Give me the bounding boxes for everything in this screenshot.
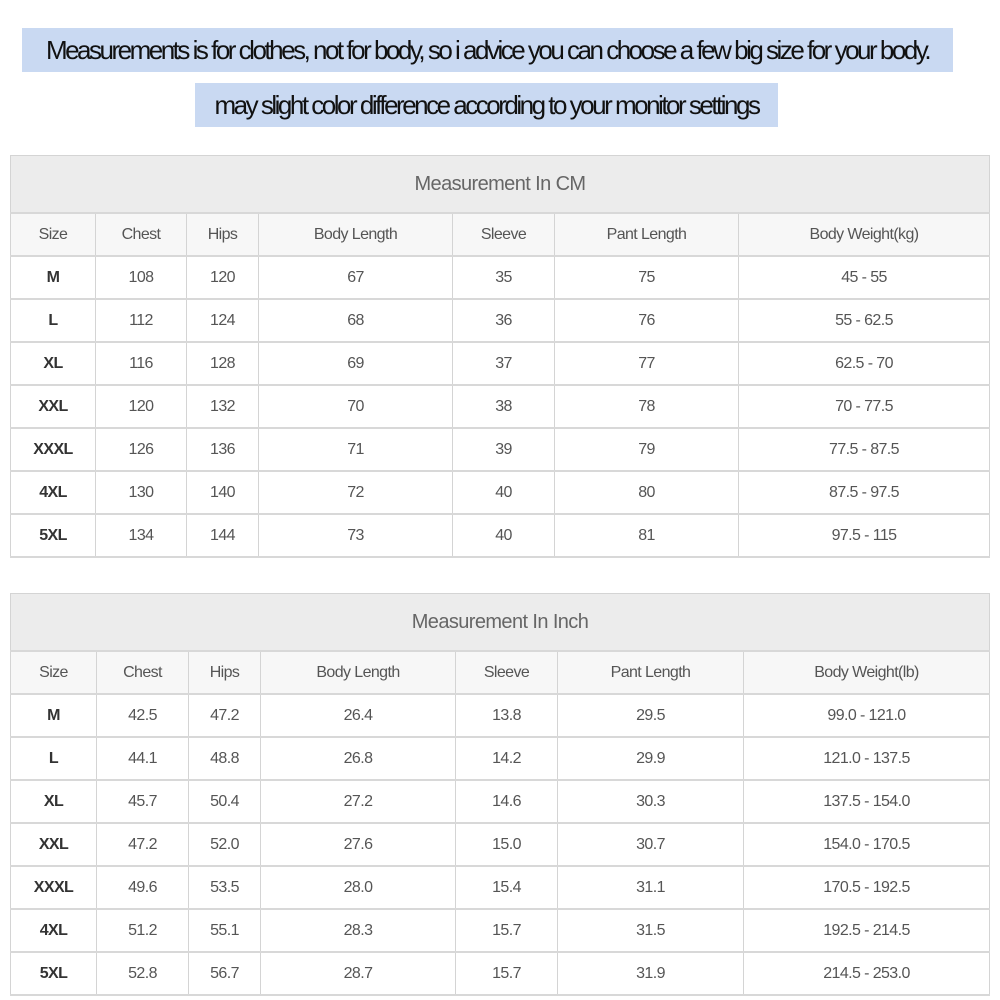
table-cell	[261, 952, 456, 995]
table-title	[11, 594, 990, 652]
table-cell	[11, 952, 97, 995]
table-cell	[555, 385, 739, 428]
table-cell	[259, 471, 453, 514]
table-cell	[189, 866, 261, 909]
table-cell-text: 15.7	[492, 964, 521, 982]
table-cell	[558, 823, 744, 866]
table-cell-text: 27.6	[343, 835, 373, 853]
table-cell-text: 49.6	[128, 878, 157, 896]
table-cell-text: 53.5	[210, 878, 239, 896]
table-cell-text: 14.6	[492, 792, 521, 810]
column-header	[96, 213, 187, 256]
table-cell-text: 27.2	[343, 792, 373, 810]
table-cell-text: 29.9	[636, 749, 665, 767]
column-header-text: Size	[39, 663, 68, 681]
table-cell-text: 15.0	[492, 835, 521, 853]
table-cell-text: 73	[347, 526, 364, 544]
table-cell	[97, 780, 189, 823]
table-cell	[96, 514, 187, 557]
table-cell-text: 170.5 - 192.5	[823, 878, 910, 896]
table-cell-text: 71	[347, 440, 364, 458]
table-cell	[744, 737, 990, 780]
table-row	[11, 385, 990, 428]
column-header	[558, 651, 744, 694]
table-cell	[187, 514, 259, 557]
table-row	[11, 256, 990, 299]
table-row	[11, 866, 990, 909]
table-cell-text: 99.0 - 121.0	[827, 706, 906, 724]
table-cell-text: 50.4	[210, 792, 239, 810]
table-cell	[11, 385, 96, 428]
table-cell-text: 52.8	[128, 964, 157, 982]
table-cell-text: XL	[43, 354, 63, 372]
table-cell-text: 4XL	[39, 921, 68, 939]
column-header-text: Sleeve	[480, 225, 527, 243]
table-title-row	[11, 156, 990, 214]
column-header	[453, 213, 555, 256]
table-cell-text: 26.4	[343, 706, 373, 724]
table-cell	[739, 342, 990, 385]
notice-line-1	[22, 28, 953, 72]
table-cell-text: 31.9	[636, 964, 665, 982]
table-row	[11, 909, 990, 952]
table-cell	[11, 514, 96, 557]
table-cell	[259, 342, 453, 385]
column-header-text: Pant Length	[606, 225, 687, 243]
column-header-text: Body Weight(kg)	[809, 225, 919, 243]
column-header-text: Body Weight(lb)	[814, 663, 919, 681]
table-cell-text: M	[47, 706, 60, 724]
table-cell-text: XXXL	[33, 878, 74, 896]
table-cell-text: 134	[128, 526, 154, 544]
column-header	[456, 651, 558, 694]
table-cell-text: 5XL	[39, 964, 68, 982]
table-cell	[739, 471, 990, 514]
table-cell	[456, 866, 558, 909]
table-cell	[558, 952, 744, 995]
table-cell-text: 13.8	[492, 706, 521, 724]
table-cell	[96, 385, 187, 428]
table-cell-text: 140	[210, 483, 235, 501]
table-cell-text: 47.2	[128, 835, 157, 853]
table-cell-text: 37	[495, 354, 512, 372]
table-cell-text: 14.2	[492, 749, 521, 767]
table-cell	[453, 471, 555, 514]
table-cell-text: 47.2	[210, 706, 239, 724]
table-cell	[744, 952, 990, 995]
table-cell-text: 136	[210, 440, 235, 458]
table-cell	[453, 342, 555, 385]
table-row	[11, 428, 990, 471]
column-header-text: Size	[38, 225, 68, 243]
table-cell-text: 15.4	[492, 878, 521, 896]
table-row	[11, 471, 990, 514]
table-cell-text: 36	[495, 311, 512, 329]
table-cell	[187, 299, 259, 342]
table-row	[11, 737, 990, 780]
table-cell-text: 31.1	[636, 878, 665, 896]
table-cell	[739, 299, 990, 342]
table-cell-text: 132	[210, 397, 235, 415]
table-row	[11, 694, 990, 737]
table-cell	[11, 342, 96, 385]
table-cell	[558, 737, 744, 780]
table-cell	[189, 823, 261, 866]
table-cell-text: 39	[495, 440, 512, 458]
table-cell-text: 28.0	[343, 878, 373, 896]
table-cell-text: XXL	[38, 397, 68, 415]
table-cell-text: 77	[638, 354, 655, 372]
table-cell-text: 5XL	[39, 526, 67, 544]
table-cell-text: 77.5 - 87.5	[829, 440, 899, 458]
table-cell	[739, 256, 990, 299]
table-cell-text: 15.7	[492, 921, 521, 939]
table-cell	[96, 342, 187, 385]
table-cell-text: 52.0	[210, 835, 239, 853]
table-cell	[11, 780, 97, 823]
table-cell-text: 70	[347, 397, 364, 415]
table-cell-text: 40	[495, 526, 512, 544]
table-cell	[555, 514, 739, 557]
table-cell	[456, 823, 558, 866]
table-cell-text: 31.5	[636, 921, 665, 939]
column-header	[744, 651, 990, 694]
table-cell-text: 144	[210, 526, 235, 544]
table-row	[11, 952, 990, 995]
table-cell-text: 56.7	[210, 964, 239, 982]
column-header-text: Chest	[121, 225, 161, 243]
table-cell-text: 128	[210, 354, 235, 372]
table-cell-text: 69	[347, 354, 364, 372]
table-cell	[456, 780, 558, 823]
table-cell	[261, 909, 456, 952]
column-header	[261, 651, 456, 694]
table-cell	[259, 385, 453, 428]
table-cell-text: 116	[129, 354, 153, 372]
table-cell-text: 68	[347, 311, 364, 329]
table-cell	[259, 514, 453, 557]
table-cell	[11, 471, 96, 514]
table-cell-text: 126	[128, 440, 154, 458]
table-cell	[189, 909, 261, 952]
table-cell-text: XXXL	[33, 440, 73, 458]
table-cell-text: 45.7	[128, 792, 157, 810]
table-cell	[97, 909, 189, 952]
table-cell-text: 42.5	[128, 706, 157, 724]
table-header-row	[11, 213, 990, 256]
table-cell	[11, 909, 97, 952]
table-cell	[97, 737, 189, 780]
table-cell	[187, 342, 259, 385]
table-title	[11, 156, 990, 214]
table-row	[11, 514, 990, 557]
table-cell-text: L	[48, 311, 58, 329]
column-header	[189, 651, 261, 694]
table-cell	[11, 737, 97, 780]
column-header-text: Chest	[123, 663, 162, 681]
table-cell	[97, 952, 189, 995]
table-cell-text: 78	[638, 397, 655, 415]
table-cell-text: 4XL	[39, 483, 67, 501]
table-cell-text: 70 - 77.5	[835, 397, 893, 415]
column-header	[11, 213, 96, 256]
table-row	[11, 299, 990, 342]
table-cell	[261, 866, 456, 909]
table-cell	[555, 256, 739, 299]
table-cell-text: XL	[43, 792, 64, 810]
table-cell-text: 30.7	[636, 835, 665, 853]
table-cell	[189, 694, 261, 737]
table-cell	[744, 909, 990, 952]
column-header-text: Hips	[209, 663, 240, 681]
table-cell	[739, 428, 990, 471]
table-cell	[261, 694, 456, 737]
table-cell-text: 76	[638, 311, 655, 329]
table-cell	[189, 952, 261, 995]
table-cell	[555, 428, 739, 471]
notice-text-1: Measurements is for clothes, not for body, so i advice you can choose a few big size for your body.	[45, 35, 930, 65]
column-header-text: Pant Length	[610, 663, 691, 681]
column-header-text: Hips	[207, 225, 238, 243]
table-cell-text: 120	[210, 268, 235, 286]
table-cell	[261, 780, 456, 823]
table-title-text: Measurement In CM	[414, 172, 586, 195]
table-cell	[261, 737, 456, 780]
table-cell	[555, 471, 739, 514]
table-cell-text: 121.0 - 137.5	[823, 749, 910, 767]
column-header	[739, 213, 990, 256]
table-cell	[453, 514, 555, 557]
table-cell-text: 55.1	[210, 921, 239, 939]
table-cell-text: M	[46, 268, 60, 286]
table-cell	[739, 514, 990, 557]
notice-text-2: may slight color difference according to your monitor settings	[214, 90, 759, 120]
table-cell	[453, 428, 555, 471]
table-cell	[456, 909, 558, 952]
table-cell	[453, 256, 555, 299]
table-cell-text: L	[48, 749, 59, 767]
table-cell	[187, 256, 259, 299]
table-cell-text: 29.5	[636, 706, 665, 724]
column-header	[97, 651, 189, 694]
column-header-text: Sleeve	[483, 663, 530, 681]
table-cell-text: 137.5 - 154.0	[823, 792, 910, 810]
table-cell-text: 192.5 - 214.5	[823, 921, 910, 939]
table-cell	[96, 256, 187, 299]
table-cell-text: 38	[495, 397, 512, 415]
table-cell-text: 40	[495, 483, 512, 501]
table-cell-text: 55 - 62.5	[835, 311, 893, 329]
table-cell	[744, 780, 990, 823]
table-cell-text: 45 - 55	[841, 268, 887, 286]
table-cell-text: 48.8	[210, 749, 239, 767]
table-cell	[453, 385, 555, 428]
table-cell	[11, 299, 96, 342]
table-cell	[456, 737, 558, 780]
table-cell-text: 108	[128, 268, 154, 286]
table-cell	[558, 909, 744, 952]
column-header	[187, 213, 259, 256]
table-row	[11, 780, 990, 823]
table-cell-text: 51.2	[128, 921, 157, 939]
table-cell	[555, 342, 739, 385]
table-row	[11, 823, 990, 866]
table-cell-text: XXL	[38, 835, 69, 853]
table-cell-text: 79	[638, 440, 655, 458]
table-cell	[97, 866, 189, 909]
table-header-row	[11, 651, 990, 694]
table-cell	[261, 823, 456, 866]
table-cell-text: 35	[495, 268, 512, 286]
table-cell-text: 26.8	[343, 749, 373, 767]
table-cell	[11, 866, 97, 909]
table-cell-text: 154.0 - 170.5	[823, 835, 910, 853]
size-table-inch	[10, 593, 990, 996]
table-cell-text: 214.5 - 253.0	[823, 964, 910, 982]
table-cell-text: 97.5 - 115	[831, 526, 897, 544]
table-cell	[744, 694, 990, 737]
table-cell	[11, 823, 97, 866]
table-cell	[558, 694, 744, 737]
table-cell-text: 87.5 - 97.5	[829, 483, 899, 501]
table-cell	[187, 428, 259, 471]
table-cell	[558, 780, 744, 823]
table-title-text: Measurement In Inch	[411, 610, 589, 633]
table-cell-text: 112	[129, 311, 153, 329]
column-header-text: Body Length	[313, 225, 398, 243]
table-cell	[96, 428, 187, 471]
table-cell-text: 44.1	[128, 749, 157, 767]
table-cell	[11, 256, 96, 299]
table-cell	[187, 471, 259, 514]
table-cell	[259, 299, 453, 342]
table-cell-text: 30.3	[636, 792, 665, 810]
table-cell	[558, 866, 744, 909]
table-cell-text: 81	[638, 526, 655, 544]
table-cell-text: 130	[128, 483, 154, 501]
notice-line-2	[195, 83, 778, 127]
table-cell	[189, 737, 261, 780]
table-cell-text: 124	[210, 311, 235, 329]
column-header	[11, 651, 97, 694]
table-cell	[96, 471, 187, 514]
table-cell	[555, 299, 739, 342]
table-cell	[97, 823, 189, 866]
table-cell-text: 67	[347, 268, 364, 286]
table-cell	[456, 694, 558, 737]
table-cell	[453, 299, 555, 342]
table-cell	[97, 694, 189, 737]
table-cell-text: 72	[347, 483, 364, 501]
table-cell	[189, 780, 261, 823]
table-cell	[11, 694, 97, 737]
table-cell	[739, 385, 990, 428]
table-cell	[744, 823, 990, 866]
column-header	[259, 213, 453, 256]
table-title-row	[11, 594, 990, 652]
table-cell	[259, 428, 453, 471]
size-table-cm	[10, 155, 990, 558]
table-cell-text: 120	[128, 397, 154, 415]
table-cell	[259, 256, 453, 299]
table-cell	[96, 299, 187, 342]
column-header	[555, 213, 739, 256]
column-header-text: Body Length	[316, 663, 400, 681]
table-cell	[187, 385, 259, 428]
table-cell-text: 80	[638, 483, 655, 501]
table-cell-text: 62.5 - 70	[835, 354, 893, 372]
table-row	[11, 342, 990, 385]
table-cell	[744, 866, 990, 909]
table-cell	[456, 952, 558, 995]
table-cell-text: 28.7	[343, 964, 373, 982]
table-cell-text: 75	[638, 268, 655, 286]
table-cell-text: 28.3	[343, 921, 373, 939]
table-cell	[11, 428, 96, 471]
